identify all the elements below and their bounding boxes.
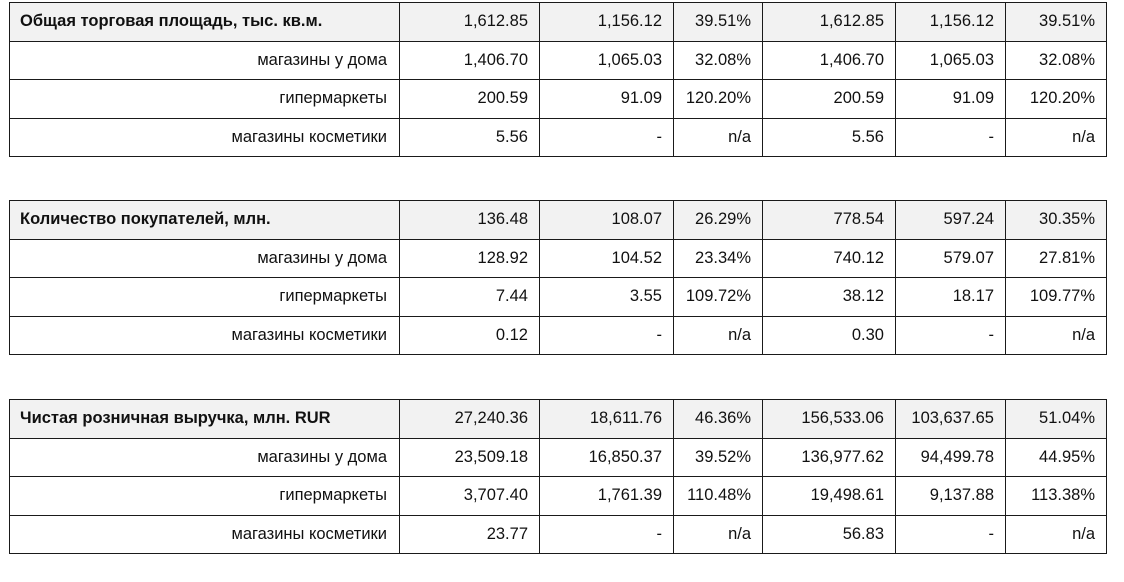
table-cell: 1,406.70 [400,41,540,80]
table-cell: n/a [674,316,763,355]
table-cell: 32.08% [1006,41,1107,80]
table-cell: - [896,515,1006,554]
table-cell: 0.12 [400,316,540,355]
table-header-row [10,400,1107,439]
row-label: магазины косметики [10,515,400,554]
metric-title: Общая торговая площадь, тыс. кв.м. [10,3,400,42]
table-cell: 27,240.36 [400,400,540,439]
table-cell: 0.30 [763,316,896,355]
table-cell: 23.34% [674,239,763,278]
table-cell: 108.07 [540,201,674,240]
row-label: гипермаркеты [10,80,400,119]
table-cell: 94,499.78 [896,438,1006,477]
table-cell: 110.48% [674,477,763,516]
table-cell: 91.09 [540,80,674,119]
table-cell: - [540,515,674,554]
table-cell: 597.24 [896,201,1006,240]
table-row [10,477,1107,516]
table-cell: 1,612.85 [763,3,896,42]
table-cell: 1,156.12 [540,3,674,42]
metric-title: Чистая розничная выручка, млн. RUR [10,400,400,439]
table-cell: 740.12 [763,239,896,278]
table-cell: 39.52% [674,438,763,477]
table-cell: 1,406.70 [763,41,896,80]
table-cell: 1,156.12 [896,3,1006,42]
table-cell: 128.92 [400,239,540,278]
table-cell: 26.29% [674,201,763,240]
table-cell: 38.12 [763,278,896,317]
table-cell: 9,137.88 [896,477,1006,516]
row-label: магазины у дома [10,41,400,80]
table-cell: n/a [674,118,763,157]
table-cell: 56.83 [763,515,896,554]
table-cell: - [540,118,674,157]
table-cell: 44.95% [1006,438,1107,477]
table-cell: 27.81% [1006,239,1107,278]
table-cell: 778.54 [763,201,896,240]
table-cell: 120.20% [1006,80,1107,119]
table-cell: - [896,316,1006,355]
table-cell: n/a [1006,316,1107,355]
table-cell: 16,850.37 [540,438,674,477]
table-cell: 120.20% [674,80,763,119]
table-cell: - [896,118,1006,157]
table-header-row [10,3,1107,42]
table-cell: 579.07 [896,239,1006,278]
row-label: гипермаркеты [10,278,400,317]
table-cell: n/a [1006,118,1107,157]
table-cell: - [540,316,674,355]
table-row [10,80,1107,119]
row-label: магазины у дома [10,239,400,278]
table-cell: 1,065.03 [540,41,674,80]
table-cell: 30.35% [1006,201,1107,240]
table-cell: 39.51% [674,3,763,42]
table-header-row [10,201,1107,240]
table-cell: 18,611.76 [540,400,674,439]
retail-area-table [9,2,1107,157]
row-label: гипермаркеты [10,477,400,516]
net-revenue-table [9,399,1107,554]
table-row [10,278,1107,317]
table-cell: 109.72% [674,278,763,317]
table-cell: 200.59 [400,80,540,119]
table-cell: 1,065.03 [896,41,1006,80]
table-cell: 3.55 [540,278,674,317]
table-cell: 103,637.65 [896,400,1006,439]
table-cell: 156,533.06 [763,400,896,439]
table-cell: 32.08% [674,41,763,80]
table-cell: 113.38% [1006,477,1107,516]
table-row [10,41,1107,80]
row-label: магазины косметики [10,316,400,355]
table-cell: 200.59 [763,80,896,119]
table-cell: 104.52 [540,239,674,278]
table-cell: 23,509.18 [400,438,540,477]
table-cell: n/a [1006,515,1107,554]
table-cell: 7.44 [400,278,540,317]
table-cell: 1,612.85 [400,3,540,42]
table-cell: 19,498.61 [763,477,896,516]
table-cell: 5.56 [400,118,540,157]
table-row [10,118,1107,157]
table-cell: 18.17 [896,278,1006,317]
row-label: магазины косметики [10,118,400,157]
table-cell: 136,977.62 [763,438,896,477]
table-row [10,239,1107,278]
table-cell: 109.77% [1006,278,1107,317]
table-cell: 51.04% [1006,400,1107,439]
row-label: магазины у дома [10,438,400,477]
table-row [10,438,1107,477]
metric-title: Количество покупателей, млн. [10,201,400,240]
table-cell: n/a [674,515,763,554]
table-cell: 5.56 [763,118,896,157]
table-cell: 136.48 [400,201,540,240]
table-cell: 46.36% [674,400,763,439]
table-row [10,515,1107,554]
table-cell: 3,707.40 [400,477,540,516]
customers-table [9,200,1107,355]
table-cell: 39.51% [1006,3,1107,42]
table-row [10,316,1107,355]
table-cell: 1,761.39 [540,477,674,516]
table-cell: 91.09 [896,80,1006,119]
table-cell: 23.77 [400,515,540,554]
